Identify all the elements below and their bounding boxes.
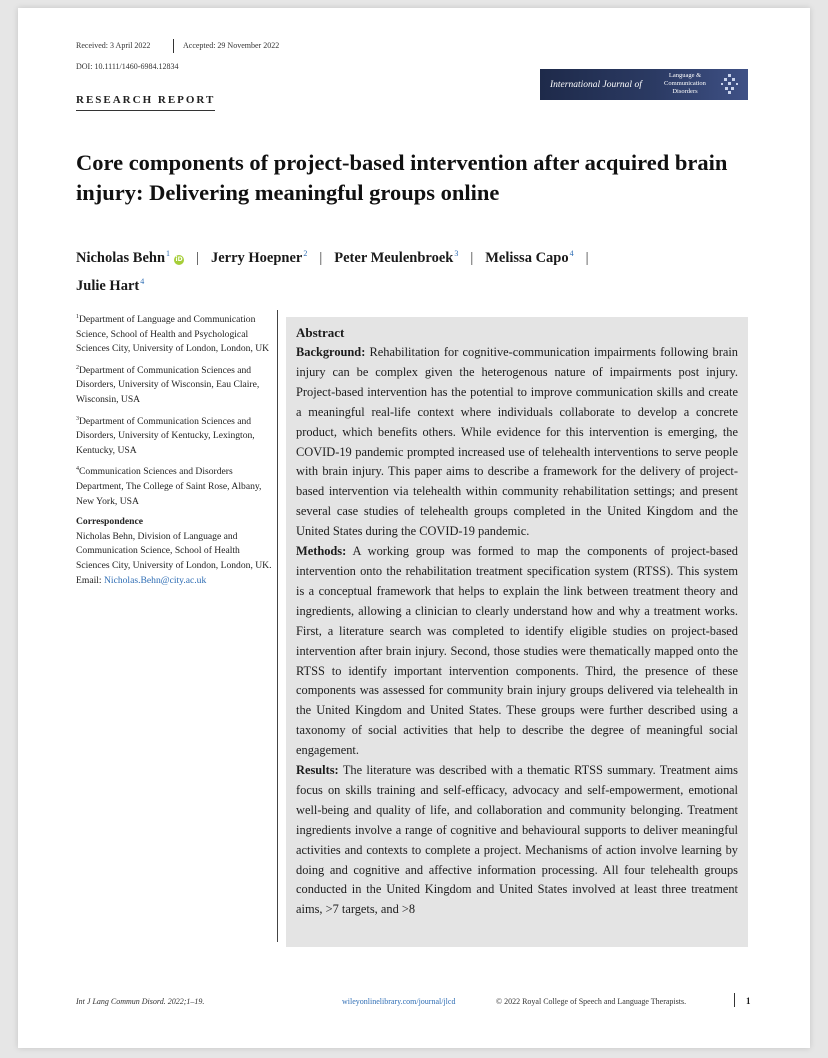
correspondence-heading: Correspondence bbox=[76, 516, 143, 528]
affiliation: $^3$Department of Communication Sciences and Disorders, University of Kentucky, Lexington, Kentucky, USA bbox=[76, 415, 255, 456]
author-list: Nicholas Behn$^1$iD | Jerry Hoepner$^2$ | Peter Meulenbroek$^3$ | Melissa Capo$^4$ | Julie Hart$^4$ bbox=[76, 249, 589, 294]
article-title: Core components of project-based intervention after acquired brain injury: Delivering meaningful groups online bbox=[76, 150, 728, 205]
accepted-date: Accepted: 29 November 2022 bbox=[183, 41, 280, 50]
author-name[interactable]: Julie Hart$^4$ bbox=[76, 277, 145, 294]
author-name[interactable]: Peter Meulenbroek$^3$ bbox=[334, 249, 459, 266]
section-label: RESEARCH REPORT bbox=[76, 94, 215, 111]
footer-journal-link[interactable]: wileyonlinelibrary.com/journal/jlcd bbox=[342, 997, 456, 1006]
abstract-results: Results: The literature was described with a thematic RTSS summary. Treatment aims focus on skills training and self-efficacy, advocacy and self-empowerment, emotional well-being and quality of life, and collaboration and community belonging. Treatment ingredients involve a range of cognitive and behavioural supports to deliver meaningful activities and contexts to complete a project. Mechanisms of action involve learning by doing and cognitive and affective information processing. All four telehealth groups conducted in the United Kingdom and United States involved at least three treatment aims, >7 targets, and >8 bbox=[296, 763, 739, 917]
author-name[interactable]: Jerry Hoepner$^2$ bbox=[210, 249, 308, 266]
affiliation: $^4$Communication Sciences and Disorders Department, The College of Saint Rose, Albany, New York, USA bbox=[76, 466, 262, 507]
affiliations bbox=[76, 310, 272, 592]
journal-logo-line1: International Journal of bbox=[550, 80, 642, 90]
journal-logo[interactable] bbox=[540, 69, 748, 100]
doi[interactable]: DOI: 10.1111/1460-6984.12834 bbox=[76, 62, 179, 71]
footer-copyright: © 2022 Royal College of Speech and Language Therapists. bbox=[496, 997, 687, 1006]
affiliation: $^1$Department of Language and Communication Science, School of Health and Psychological Sciences City, University of London, London, UK bbox=[76, 314, 270, 355]
orcid-icon[interactable]: iD bbox=[175, 256, 183, 263]
author-name[interactable]: Nicholas Behn$^1$iD bbox=[76, 249, 183, 266]
footer-divider bbox=[734, 993, 735, 1007]
author-name[interactable]: Melissa Capo$^4$ bbox=[485, 249, 574, 266]
journal-logo-line2: Language & Communication Disorders bbox=[664, 72, 706, 95]
received-date: Received: 3 April 2022 bbox=[76, 41, 151, 50]
column-divider bbox=[277, 310, 278, 942]
abstract-background: Background: Rehabilitation for cognitive-communication impairments following brain injury can be complex given the heterogenous nature of impairments post injury. Project-based intervention has the potential to improve communication skills and create a meaningful real-life context where individuals collaborate to develop a concrete product, which benefits others. While evidence for this intervention is emerging, the COVID-19 pandemic prompted increased use of telehealth interventions to serve people with brain injury. This paper aims to describe a framework for the delivery of project-based intervention via telehealth within community rehabilitation settings; and present several case studies of telehealth groups completed in the United Kingdom and the United States during the COVID-19 pandemic. bbox=[296, 345, 738, 539]
email-link[interactable]: Nicholas.Behn@city.ac.uk bbox=[103, 574, 207, 586]
abstract-box bbox=[286, 317, 748, 947]
paper-page bbox=[18, 8, 810, 1048]
abstract-heading: Abstract bbox=[296, 325, 345, 340]
footer-citation: Int J Lang Commun Disord. 2022;1–19. bbox=[76, 997, 205, 1006]
page-number: 1 bbox=[746, 996, 751, 1006]
journal-mark-icon bbox=[718, 72, 742, 96]
abstract-methods: Methods: A working group was formed to map the components of project-based intervention onto the rehabilitation treatment specification system (RTSS). This system is a conceptual framework that helps to explain the link between treatment theory and ingredients, allowing a clinician to clearly understand how and why a treatment works. First, a literature search was completed to identify eligible studies on project-based intervention after brain injury. Second, those studies were thematically mapped onto the RTSS to identify important intervention components. Third, the presence of these components was assessed for community brain injury groups delivered via telehealth in the United Kingdom and United States. These groups were further described using a taxonomy of social activities that help to describe the degree of meaningful social engagement. bbox=[296, 544, 738, 758]
header-divider bbox=[173, 39, 174, 53]
affiliation: $^2$Department of Communication Sciences and Disorders, University of Wisconsin, Eau Claire, Wisconsin, USA bbox=[76, 364, 260, 405]
correspondence-text: Nicholas Behn, Division of Language and Communication Science, School of Health Sciences City, University of London, London, UK. Email: Nicholas.Behn@city.ac.uk bbox=[76, 530, 272, 586]
